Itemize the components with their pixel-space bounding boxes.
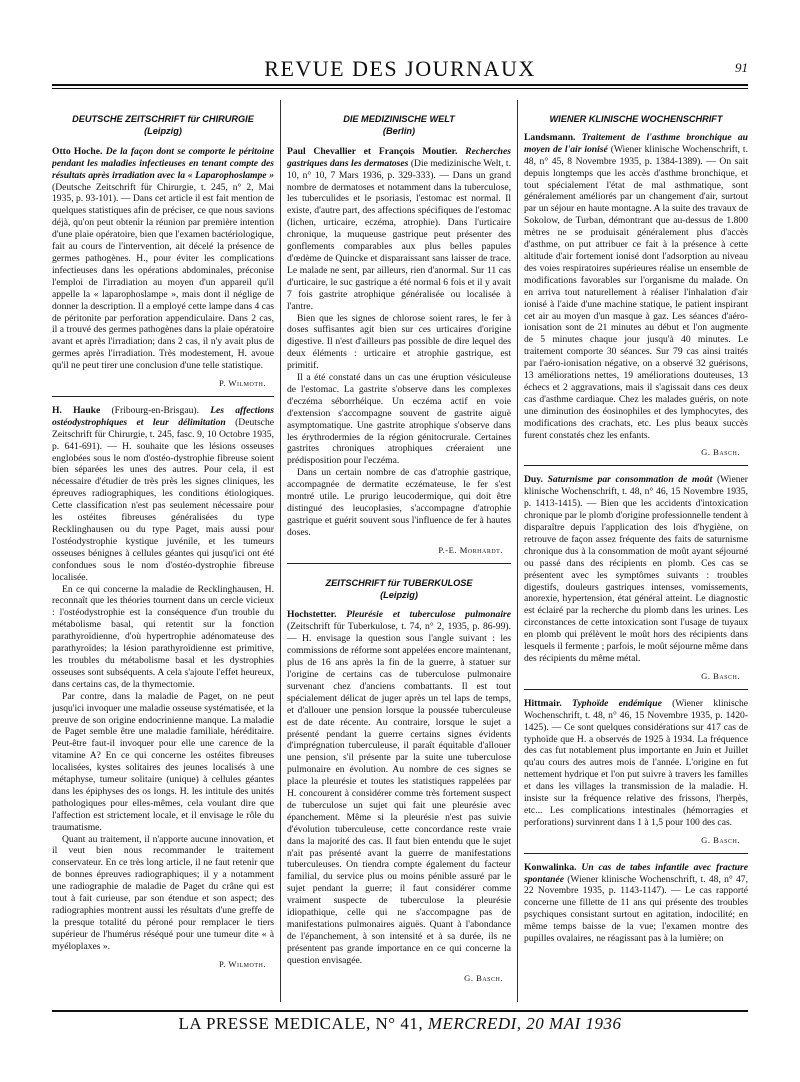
article-author: Otto Hoche.: [52, 145, 103, 157]
article-signature: G. Basch.: [701, 670, 740, 681]
article-signature: P. Wilmoth.: [218, 958, 266, 969]
article-reference: (Wiener klinische Wochenschrift, t. 48, n° 46, 15 Novembre 1935, p. 1413-1415). —: [524, 474, 748, 510]
article-signature: G. Basch.: [701, 834, 740, 845]
article-signature: P.-E. Morhardt.: [438, 544, 503, 555]
article-author: Hittmair.: [524, 697, 562, 709]
article-title: Typhoïde endémique: [572, 697, 662, 709]
article-author: Landsmann.: [524, 131, 576, 143]
article-separator: [524, 853, 748, 854]
article-text: Dans cet article il est fait mention de quelques statistiques afin de préciser, ce que nous savions déjà, qu'on peut obtenir la réunion par première intention d'une plaie opératoire, bien que l'examen bactériologique, fait au cours de l'intervention, ait décelé la présence de germes pathogènes. H., pour éviter les complications infectieuses dans les opérations abdominales, préconise l'emploi de l'irradiation au moyen d'un appareil qu'il appelle la « laparophoslampe », mais dont il néglige de donner la description. Il a employé cette lampe dans 4 cas de péritonite par perforation appendiculaire. Dans 2 cas, il a trouvé des germes pathogènes dans la plaie opératoire avant et après l'irradiation; dans 2 cas, il n'y avait plus de germes après l'irradiation. Très modestement, H. avoue qu'il ne peut tirer une conclusion d'une telle statistique.: [52, 193, 274, 372]
article-reference: (Wiener klinische Wochenschrift, t. 48, n° 46, 15 Novembre 1935, p. 1420-1425). —: [524, 697, 748, 733]
article-title: Traitement de l'asthme bronchique au moyen de l'air ionisé: [524, 131, 748, 155]
article-paragraph: En ce qui concerne la maladie de Recklinghausen, H. reconnaît que les théories tournent dans un cercle vicieux : l'ostéodystrophie est la conséquence d'un trouble du métabolisme basal, qui retentit sur la fonction parathyroïdienne, d'où hypertrophie adénomateuse des parathyroïdes; la lésion parathyroïdienne est primitive, les troubles du métabolisme basal et les dystrophies osseuses sont subséquents. A cela s'ajoute l'effet heureux, dans certains cas, de la thymectomie.: [52, 583, 274, 690]
article: [524, 862, 748, 945]
column-1: [52, 100, 274, 1002]
footer-rule: [52, 1010, 748, 1012]
article-text: Ce sont quelques considérations sur 417 cas de typhoïde que H. a observés de 1925 à 1934. La fréquence des cas fut notablement plus importante en Juin et Juillet qu'au cours des autres mois de l'année. L'origine en fut nettement hydrique et l'on put suivre à travers les familles et dans les villages la transmission de la maladie. H. insiste sur la fréquence relative des frissons, l'herpès, etc... Les complications intestinales (hémorragies et perforations) survinrent dans 1 à 1,5 pour 100 des cas.: [524, 721, 748, 828]
article-text: Dans un grand nombre de dermatoses et notamment dans la tuberculose, les tuberculides et le psoriasis, l'estomac est normal. Il existe, d'autre part, des affections spécifiques de l'estomac (lichen, urticaire, eczéma, atrophie). Dans l'urticaire chronique, la muqueuse gastrique peut présenter des gonflements comparables aux plus belles papules d'œdème de Quincke et disparaissant sans laisser de trace. Le malade ne sent, par ailleurs, rien d'anormal. Sur 11 cas d'urticaire, le suc gastrique a été normal 6 fois et il y avait 7 fois gastrite atrophique généralisée ou localisée à l'antre.: [287, 169, 511, 312]
article-title: De la façon dont se comporte le péritoine pendant les maladies infectieuses en tenant compte des résultats après irradiation avec la « Laparophoslampe »: [52, 145, 274, 181]
footer-date: MERCREDI, 20 MAI 1936: [427, 1014, 622, 1033]
article: [52, 405, 274, 971]
article-separator: [524, 689, 748, 690]
page-footer: [52, 1014, 748, 1034]
page-title: REVUE DES JOURNAUX: [264, 56, 536, 81]
article-reference: (Die medizinische Welt, t. 10, n° 10, 7 Mars 1936, p. 329-333). —: [287, 157, 511, 181]
column-2: [287, 100, 511, 1002]
article-signature: G. Basch.: [701, 447, 740, 458]
journal-heading: DEUTSCHE ZEITSCHRIFT für CHIRURGIE: [72, 114, 254, 124]
article-author: Duy.: [524, 474, 543, 486]
article-title: Les affections ostéodystrophiques et leur délimitation: [52, 404, 274, 428]
article-text: Bien que les accidents d'intoxication chronique par le plomb d'origine professionnelle tendent à disparaître depuis l'application des lois d'hygiène, on retrouve de façon assez fréquente des faits de saturnisme chronique dus à la consommation de moût ayant séjourné ou passé dans des récipients en plomb. Ces cas se présentent avec les symptômes suivants : troubles digestifs, douleurs gastriques intenses, vomissements, anorexie, hypertension, état général atteint. Le diagnostic est éclairé par la recherche du plomb dans les urines. Les circonstances de cette intoxication sont l'usage de tuyaux en plomb qui prélèvent le moût hors des récipients dans lesquels il fermente ; parfois, le moût séjourne même dans des récipients du même métal.: [524, 498, 748, 664]
footer-journal: LA PRESSE MEDICALE,: [178, 1014, 371, 1033]
article-title: Recherches gastriques dans les dermatoses: [287, 145, 511, 169]
article-separator: [287, 563, 511, 564]
column-divider: [280, 100, 281, 1002]
article-title-prefix: (Fribourg-en-Brisgau).: [111, 404, 199, 416]
article-author: Konwalinka.: [524, 861, 577, 873]
journal-city: (Leipzig): [144, 125, 182, 136]
article-title: Pleurésie et tuberculose pulmonaire: [346, 609, 511, 621]
column-3: [524, 100, 748, 1002]
article-author: Paul Chevallier et François Moutier.: [287, 145, 458, 157]
page-number: 91: [735, 60, 748, 75]
article: [524, 132, 748, 459]
article-author: H. Hauke: [52, 404, 101, 416]
article-paragraph: Par contre, dans la maladie de Paget, on ne peut jusqu'ici invoquer une maladie osseuse systématisée, et la preuve de son origine endocrinienne manque. La maladie de Paget semble être une maladie familiale, héréditaire. Peut-être faut-il invoquer pour elle une carence de la vitamine A? En ce qui concerne les ostéites fibreuses localisées, kystes solitaires des jeunes localisés à une métaphyse, tumeur solitaire (unique) à cellules géantes dans les épiphyses des os longs. H. les intitule des unités pathologiques pour elles-mêmes, cela voulant dire que l'affection est strictement locale, et il envisage le rôle du traumatisme.: [52, 690, 274, 833]
footer-issue: N° 41,: [375, 1014, 424, 1033]
journal-city: (Berlin): [382, 125, 416, 136]
article-paragraph: Dans un certain nombre de cas d'atrophie gastrique, accompagnée de dermatite eczémateuse, le fer s'est montré utile. Le prurigo leucodermique, qui doit être distingué des leucoplasies, s'accompagne d'atrophie gastrique et guérit souvent sous l'influence de fer à hautes doses.: [287, 467, 511, 538]
article-paragraph: Il a été constaté dans un cas une éruption vésiculeuse de l'estomac. La gastrite s'observe dans les complexes d'eczéma séborrhéique. Un eczéma actif en voie d'extension s'accompagne souvent de gastrite aiguë asymptomatique. Une gastrite atrophique s'observe dans les érythrodermies de la région génitocrurale. Certaines gastrites chroniques atrophiques créeraient une prédisposition pour l'eczéma.: [287, 372, 511, 467]
article-separator: [52, 396, 274, 397]
article-signature: P. Wilmoth.: [218, 378, 266, 389]
article-paragraph: Bien que les signes de chlorose soient rares, le fer à doses suffisantes agit bien sur ces urticaires d'origine digestive. Il n'est d'ailleurs pas possible de dire lequel des deux éléments : urticaire et atrophie gastrique, est primitif.: [287, 312, 511, 372]
article: [52, 146, 274, 390]
article-title: Saturnisme par consommation de moût: [547, 474, 713, 486]
journal-heading: ZEITSCHRIFT für TUBERKULOSE: [325, 577, 473, 588]
journal-city: (Leipzig): [380, 589, 418, 600]
journal-heading: DIE MEDIZINISCHE WELT: [343, 114, 455, 124]
article: [287, 609, 511, 984]
article-author: Hochstetter.: [287, 609, 337, 621]
article-reference: (Wiener klinische Wochenschrift, t. 48, n° 45, 8 Novembre 1935, p. 1384-1389). —: [524, 143, 748, 167]
article-reference: (Wiener klinische Wochenschrift, t. 48, n° 47, 22 Novembre 1935, p. 1143-1147). —: [524, 873, 748, 897]
article: [524, 474, 748, 682]
article: [524, 698, 748, 847]
article-signature: G. Basch.: [464, 972, 503, 983]
article-reference: (Zeitschrift für Tuberkulose, t. 74, n° 2, 1935, p. 86-99). —: [287, 621, 511, 645]
article-text: Le cas rapporté concerne une fillette de 11 ans qui présente des troubles psychiques consistant surtout en agitation, indocilité; en même temps baisse de la vue; l'examen montre des pupilles ovalaires, ne réagissant pas à la lumière; on: [524, 885, 748, 945]
header-rule-thin: [52, 88, 748, 89]
article-reference: (Deutsche Zeitschrift für Chirurgie, t. 245, n° 2, Mai 1935, p. 93-101). —: [52, 181, 274, 205]
article-reference: (Deutsche Zeitschrift für Chirurgie, t. 245, fasc. 9, 10 Octobre 1935, p. 641-691). —: [52, 416, 274, 452]
article-separator: [524, 465, 748, 466]
article-paragraph: Quant au traitement, il n'apporte aucune innovation, et il veut bien nous recommander le traitement conservateur. En ce très long article, il ne faut retenir que de bonnes épreuves radiographiques; il y a notamment une radiographie de maladie de Paget du crâne qui est tout à fait curieuse, par son étendue et son aspect; des radiographies montrent aussi les résultats d'une greffe de la presque totalité du péroné pour remplacer le tiers supérieur de l'humérus réséqué pour une tumeur dite « à myéloplaxes ».: [52, 833, 274, 952]
article-text: On sait depuis longtemps que les accès d'asthme bronchique, et tout spécialement l'état de mal asthmatique, sont généralement améliorés par un changement d'air, surtout par un séjour en haute montagne. A la suite des travaux de Sokolow, de Turban, démontrant que au-dessus de 1.800 mètres ne se produisait généralement plus d'accès d'asthme, on put attribuer ce fait à la présence à cette altitude d'air fortement ionisé dont l'adsorption au niveau des voies respiratoires supérieures réalise un ensemble de modifications favorables sur l'organisme du malade. On en arriva tout naturellement à réaliser l'inhalation d'air ionisé à l'aide d'une machine statique, le patient inspirant cet air au moyen d'un masque à gaz. Les séances d'aéro-ionisation sont de 21 minutes au début et l'on augmente de 5 minutes chaque jour jusqu'à 40 minutes. Le traitement comporte 30 séances. Sur 79 cas ainsi traités par l'aéro-ionisation négative, on a observé 32 guérisons, 13 améliorations nettes, 19 améliorations douteuses, 13 échecs et 2 aggravations, mais il s'agissait dans ces deux cas d'asthme cardiaque. Chez les malades guéris, on note une diminution des éosinophiles et des lymphocytes, des modifications des crachats, etc. Les plus beaux succès furent constatés chez les enfants.: [524, 155, 748, 441]
article-text: H. souhaite que les lésions osseuses englobées sous le nom d'ostéo-dystrophie fibreuse soient bien séparées les unes des autres. Pour cela, il est nécessaire d'étudier de très près les signes cliniques, les épreuves radiographiques, les conditions étiologiques. Cette classification n'est pas seulement nécessaire pour les ostéites fibreuses généralisées du type Recklinghausen ou du type Paget, mais aussi pour l'ostéodystrophie kystique juvénile, et les tumeurs osseuses bénignes à cellules géantes qui jusqu'ici ont été confondues sous le nom d'ostéo-dystrophie fibreuse localisée.: [52, 440, 274, 583]
article: [287, 146, 511, 557]
header-rule: [52, 84, 748, 86]
article-title: Un cas de tabes infantile avec fracture spontanée: [524, 861, 748, 885]
page-header: [52, 52, 748, 86]
journal-heading: WIENER KLINISCHE WOCHENSCHRIFT: [549, 114, 723, 124]
column-divider: [517, 100, 518, 1002]
article-text: H. envisage la question sous l'angle suivant : les commissions de réforme sont appelées encore maintenant, plus de 16 ans après la fin de la guerre, à statuer sur l'origine de certains cas de tuberculose pulmonaire survenant chez d'anciens combattants. Il est tout spécialement délicat de juger après un tel laps de temps, et d'allouer une pension lorsque la poussée tuberculeuse est de date récente. Au contraire, lorsque le sujet a présenté pendant la guerre certains signes évidents d'imprégnation tuberculeuse, il paraît équitable d'allouer une pension, s'il présente par la suite une tuberculose pulmonaire en évolution. Au nombre de ces signes se place la pleurésie et toutes les statistiques rappelées par H. concourent à considérer comme très fortement suspect de tuberculose un sujet qui fait une pleurésie avec épanchement. Même si la pleurésie n'est pas suivie d'évolution tuberculeuse, cette concordance reste vraie dans la majorité des cas. Il faut bien entendu que le sujet n'ait pas présenté avant la guerre de manifestations tuberculeuses. On tiendra compte également du facteur familial, du service plus ou moins pénible assuré par le sujet pendant la guerre; il faut considérer comme vraiment suspecte de tuberculose la pleurésie idiopathique, celle qui ne s'accompagne pas de manifestations pulmonaires aiguës. Quant à l'abondance de l'épanchement, à son intensité et à sa durée, ils ne présentent pas grande importance en ce qui concerne la question envisagée.: [287, 633, 511, 966]
